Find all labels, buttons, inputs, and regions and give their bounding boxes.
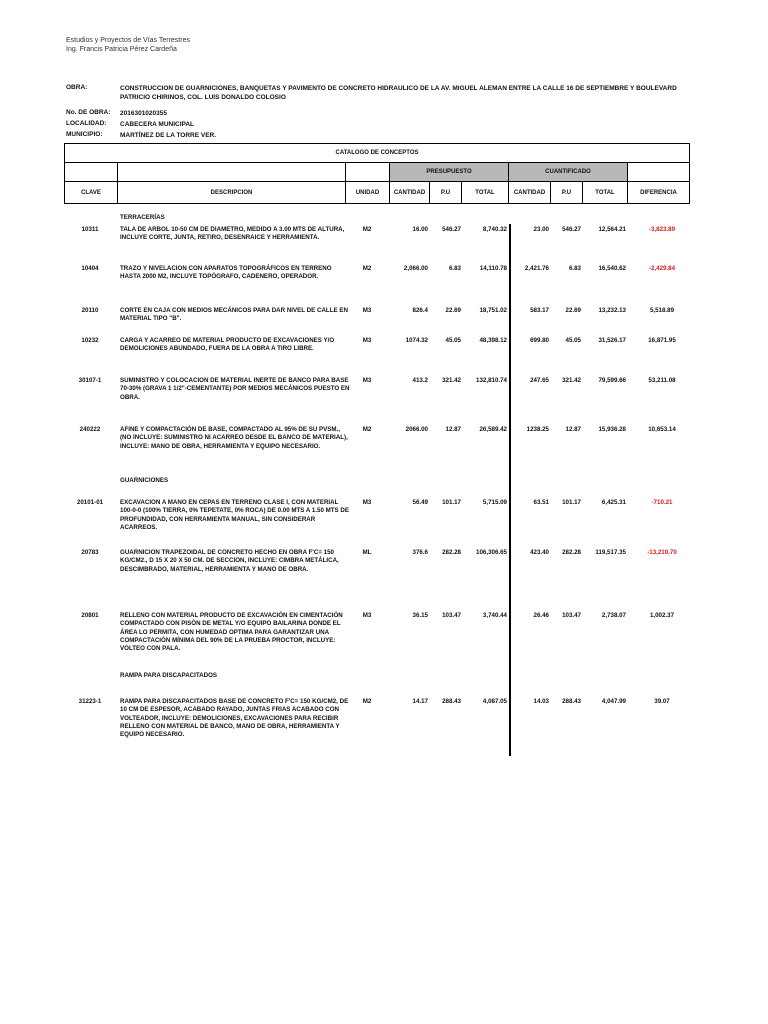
- column-descripcion: DESCRIPCION: [117, 181, 346, 204]
- row-pu: 546.27: [442, 226, 461, 233]
- row-total2: 16,540.62: [598, 265, 626, 272]
- row-total: 106,306.65: [476, 549, 507, 556]
- row-pu2: 22.69: [565, 307, 581, 314]
- row-total: 18,751.02: [479, 307, 507, 314]
- row-cant: 16.00: [412, 226, 428, 233]
- row-cant2: 23.00: [533, 226, 549, 233]
- row-total: 5,715.09: [482, 499, 507, 506]
- row-unidad: M2: [362, 698, 372, 705]
- column-clave: CLAVE: [64, 181, 118, 204]
- row-pu: 45.05: [445, 337, 461, 344]
- row-diferencia: -13,210.70: [647, 549, 677, 556]
- row-unidad: M3: [362, 337, 372, 344]
- row-unidad: ML: [362, 549, 372, 556]
- row-cant2: 63.51: [533, 499, 549, 506]
- row-pu: 6.83: [448, 265, 461, 272]
- row-description: EXCAVACION A MANO EN CEPAS EN TERRENO CLASE I, CON MATERIAL 100-0-0 (100% TIERRA, 0% TEPETATE, 0% ROCA) DE 0.00 MTS A 1.50 MTS DE PROFUNDIDAD, CON HERRAMIENTA MANUAL, SIN CONSIDERAR ACARREOS.: [120, 499, 349, 531]
- catalog-title: CATALOGO DE CONCEPTOS: [64, 143, 690, 163]
- row-cant2: 2,421.76: [524, 265, 549, 272]
- row-pu: 101.17: [442, 499, 461, 506]
- row-pu2: 546.27: [562, 226, 581, 233]
- row-total2: 12,564.21: [598, 226, 626, 233]
- row-pu: 12.87: [445, 426, 461, 433]
- row-total2: 6,425.31: [601, 499, 626, 506]
- row-total: 132,810.74: [476, 377, 507, 384]
- row-total2: 119,517.35: [595, 549, 626, 556]
- row-description: TALA DE ARBOL 10-50 CM DE DIAMETRO, MEDIDO A 3.00 MTS DE ALTURA, INCLUYE CORTE, JUNTA, RETIRO, DESENRAICE Y HERRAMIENTA.: [120, 226, 345, 242]
- row-cant2: 26.46: [533, 612, 549, 619]
- row-total2: 31,526.17: [598, 337, 626, 344]
- row-description: TRAZO Y NIVELACION CON APARATOS TOPOGRÁFICOS EN TERRENO HASTA 2000 M2, INCLUYE TOPÓGRAFO, CADENERO, OPERADOR.: [120, 265, 332, 281]
- row-pu2: 288.43: [562, 698, 581, 705]
- no-obra-value: 2016301020355: [120, 110, 167, 117]
- row-clave: 20110: [81, 307, 99, 314]
- section-guarniciones: GUARNICIONES: [120, 477, 169, 484]
- row-description: AFINE Y COMPACTACIÓN DE BASE, COMPACTADO AL 95% DE SU PVSM., (NO INCLUYE: SUMINISTRO NI ACARREO DESDE EL BANCO DE MATERIAL), INCLUYE: MANO DE OBRA, HERRAMIENTA Y EQUIPO NECESARIO.: [120, 426, 348, 450]
- row-clave: 30107-1: [78, 377, 102, 384]
- row-unidad: M3: [362, 499, 372, 506]
- row-pu2: 321.42: [562, 377, 581, 384]
- row-clave: 20101-01: [76, 499, 104, 506]
- row-cant2: 699.80: [530, 337, 549, 344]
- row-unidad: M2: [362, 226, 372, 233]
- row-cant2: 247.65: [530, 377, 549, 384]
- row-cant: 2,066.00: [403, 265, 428, 272]
- row-diferencia: 16,871.95: [648, 337, 676, 344]
- municipio-value: MARTÍNEZ DE LA TORRE VER.: [120, 132, 217, 139]
- catalog-table-header: [64, 143, 690, 204]
- row-total: 8,740.32: [482, 226, 507, 233]
- no-obra-label: No. DE OBRA:: [66, 109, 111, 116]
- column-total: TOTAL: [461, 181, 509, 204]
- obra-label: OBRA:: [66, 84, 88, 91]
- company-header: [66, 37, 190, 54]
- budget-divider-line: [509, 224, 511, 756]
- row-total: 3,740.44: [482, 612, 507, 619]
- row-pu: 282.28: [442, 549, 461, 556]
- row-diferencia: 10,653.14: [648, 426, 676, 433]
- diff-spacer: [627, 162, 690, 182]
- column-cantidad: CANTIDAD: [389, 181, 430, 204]
- presupuesto-header: PRESUPUESTO: [389, 162, 509, 182]
- row-description: SUMINISTRO Y COLOCACION DE MATERIAL INERTE DE BANCO PARA BASE 70-30% (GRAVA 1 1/2"-CEMENTANTE) POR MEDIOS MECÁNICOS PUESTO EN OBRA.: [120, 377, 350, 401]
- column-unidad: UNIDAD: [345, 181, 390, 204]
- column-cantidad-2: CANTIDAD: [508, 181, 551, 204]
- section-terracerias: TERRACERÍAS: [120, 214, 165, 221]
- row-cant: 413.2: [412, 377, 428, 384]
- row-diferencia: 53,211.08: [648, 377, 676, 384]
- row-pu2: 103.47: [562, 612, 581, 619]
- row-cant: 14.17: [412, 698, 428, 705]
- row-diferencia: -3,823.89: [648, 226, 676, 233]
- row-clave: 10311: [81, 226, 99, 233]
- row-clave: 20801: [81, 612, 99, 619]
- obra-value: CONSTRUCCION DE GUARNICIONES, BANQUETAS Y PAVIMENTO DE CONCRETO HIDRAULICO DE LA AV. MIGUEL ALEMAN ENTRE LA CALLE 16 DE SEPTIEMBRE Y BOULEVARD PATRICIO CHIRINOS, COL. LUIS DONALDO COLOSIO: [120, 85, 677, 101]
- row-description: GUARNICION TRAPEZOIDAL DE CONCRETO HECHO EN OBRA F'C= 150 KG/CM2., D 15 X 20 X 50 CM. DE SECCION, INCLUYE: CIMBRA METÁLICA, DESCIMBRADO, MATERIAL, HERRAMIENTA Y MANO DE OBRA.: [120, 549, 339, 573]
- catalog-body: [64, 204, 690, 764]
- row-cant: 1074.32: [405, 337, 428, 344]
- row-pu: 321.42: [442, 377, 461, 384]
- row-diferencia: -2,429.84: [648, 265, 676, 272]
- row-pu2: 282.28: [562, 549, 581, 556]
- localidad-value: CABECERA MUNICIPAL: [120, 121, 195, 128]
- row-unidad: M3: [362, 377, 372, 384]
- column-pu-2: P.U: [550, 181, 583, 204]
- row-total2: 4,047.99: [601, 698, 626, 705]
- company-name: Estudios y Proyectos de Vías Terrestres: [66, 37, 190, 44]
- row-total: 14,110.78: [479, 265, 507, 272]
- row-cant2: 423.40: [530, 549, 549, 556]
- row-cant: 36.15: [412, 612, 428, 619]
- row-total2: 13,232.13: [598, 307, 626, 314]
- row-total2: 15,936.28: [598, 426, 626, 433]
- row-clave: 10232: [81, 337, 99, 344]
- localidad-label: LOCALIDAD:: [66, 120, 107, 127]
- row-total: 48,398.12: [479, 337, 507, 344]
- row-clave: 10404: [81, 265, 99, 272]
- row-cant2: 1238.25: [526, 426, 549, 433]
- row-cant: 2066.00: [405, 426, 428, 433]
- row-pu2: 101.17: [562, 499, 581, 506]
- column-total-2: TOTAL: [582, 181, 628, 204]
- row-total2: 79,599.66: [598, 377, 626, 384]
- engineer-name: Ing. Francis Patricia Pérez Cardeña: [66, 45, 177, 53]
- row-cant2: 14.03: [533, 698, 549, 705]
- municipio-label: MUNICIPIO:: [66, 131, 103, 138]
- cuantificado-header: CUANTIFICADO: [508, 162, 628, 182]
- row-pu: 288.43: [442, 698, 461, 705]
- row-pu2: 45.05: [565, 337, 581, 344]
- row-diferencia: 5,518.89: [649, 307, 675, 314]
- row-unidad: M3: [362, 612, 372, 619]
- row-description: RAMPA PARA DISCAPACITADOS BASE DE CONCRETO F'C= 150 KG/CM2, DE 10 CM DE ESPESOR, ACABADO RAYADO, JUNTAS FRIAS ACABADO CON VOLTEADOR, INCLUYE: DEMOLICIONES, EXCAVACIONES PARA RECIBIR RELLENO CON MATERIAL DE BANCO, MANO DE OBRA, HERRAMIENTA Y EQUIPO NECESARIO.: [120, 698, 349, 739]
- row-cant2: 583.17: [530, 307, 549, 314]
- column-diferencia: DIFERENCIA: [627, 181, 690, 204]
- row-clave: 240222: [79, 426, 101, 433]
- row-description: CARGA Y ACARREO DE MATERIAL PRODUCTO DE EXCAVACIONES Y/O DEMOLICIONES ABUNDADO, FUERA DE LA OBRA A TIRO LIBRE.: [120, 337, 335, 353]
- row-diferencia: -710.21: [651, 499, 673, 506]
- row-total2: 2,738.07: [601, 612, 626, 619]
- row-pu2: 6.83: [568, 265, 581, 272]
- row-total: 4,087.05: [482, 698, 507, 705]
- row-pu: 22.69: [445, 307, 461, 314]
- row-clave: 31223-1: [78, 698, 102, 705]
- row-cant: 826.4: [412, 307, 428, 314]
- row-cant: 56.49: [412, 499, 428, 506]
- row-diferencia: 39.07: [654, 698, 670, 705]
- column-pu: P.U: [429, 181, 462, 204]
- row-description: CORTE EN CAJA CON MEDIOS MECÁNICOS PARA DAR NIVEL DE CALLE EN MATERIAL TIPO "B".: [120, 307, 348, 323]
- row-unidad: M2: [362, 426, 372, 433]
- section-rampa: RAMPA PARA DISCAPACITADOS: [120, 672, 218, 679]
- row-pu: 103.47: [442, 612, 461, 619]
- row-description: RELLENO CON MATERIAL PRODUCTO DE EXCAVACIÓN EN CIMENTACIÓN COMPACTADO CON PISÓN DE METAL Y/O EQUIPO BAILARINA DONDE EL ÁREA LO PERMITA, CON HUMEDAD OPTIMA PARA GARANTIZAR UNA COMPACTACIÓN MÍNIMA DEL 90% DE LA PRUEBA PROCTOR, INCLUYE: VOLTEO CON PALA.: [120, 612, 343, 653]
- row-diferencia: 1,002.37: [649, 612, 675, 619]
- row-pu2: 12.87: [565, 426, 581, 433]
- row-unidad: M3: [362, 307, 372, 314]
- row-unidad: M2: [362, 265, 372, 272]
- row-total: 26,589.42: [479, 426, 507, 433]
- row-clave: 20783: [81, 549, 99, 556]
- row-cant: 376.6: [412, 549, 428, 556]
